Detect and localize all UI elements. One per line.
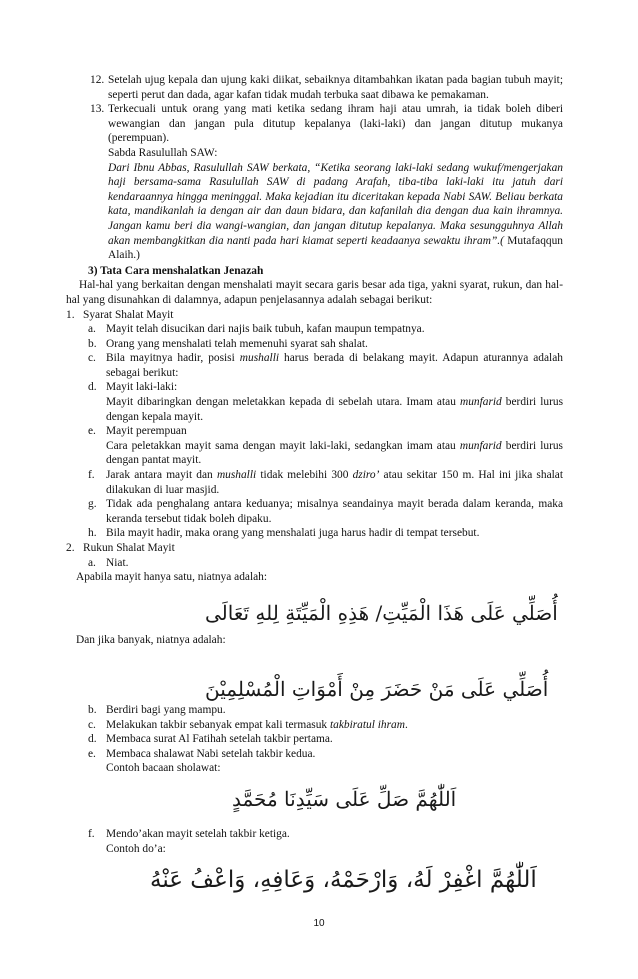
text-part: Cara peletakkan mayit sama dengan mayit laki-laki, sedangkan imam atau xyxy=(106,439,460,452)
list-text: Setelah ujug kepala dan ujung kaki diikat, sebaiknya ditambahkan ikatan pada bagian tubuh mayit; seperti perut dan dada, agar kafan tidak mudah terbuka saat dibawa ke pemakaman. xyxy=(108,74,563,101)
rukun-d xyxy=(88,732,563,747)
list-text: Tidak ada penghalang antara keduanya; misalnya seandainya mayit berada dalam keranda, maka keranda tersebut tidak boleh dipaku. xyxy=(106,498,563,525)
syarat-d xyxy=(88,380,563,424)
list-letter: d. xyxy=(88,733,97,746)
text-part: Melakukan takbir sebanyak empat kali termasuk xyxy=(106,718,330,731)
text-part: . xyxy=(404,718,408,731)
niat-many-arabic: أُصَلِّي عَلَى مَنْ حَضَرَ مِنْ أَمْوَاتِ الْمُسْلِمِيْنَ xyxy=(205,677,549,701)
list-number: 2. xyxy=(66,542,75,554)
syarat-b xyxy=(88,337,563,352)
list-text xyxy=(106,351,563,380)
list-text xyxy=(106,718,563,733)
section-intro: Hal-hal yang berkaitan dengan menshalati mayit secara garis besar ada tiga, yakni syarat, rukun, dan hal-hal yang disunahkan di dalamnya, adapun penjelasannya adalah sebagai berikut: xyxy=(66,279,563,306)
text-part: Jarak antara mayit dan xyxy=(106,469,217,482)
text-part: Mendo’akan mayit setelah takbir ketiga. xyxy=(106,828,290,840)
list-letter: d. xyxy=(88,381,97,394)
doa-arabic: اَللّٰهُمَّ اغْفِرْ لَهُ، وَارْحَمْهُ، وَعَافِهِ، وَاعْفُ عَنْهُ xyxy=(150,867,537,893)
italic-term: takbiratul ihram xyxy=(329,718,405,731)
rukun-f xyxy=(77,827,563,856)
rukun-f-item xyxy=(88,827,563,856)
sholawat-arabic: اَللّٰهُمَّ صَلِّ عَلَى سَيِّدِنَا مُحَمَّدٍ xyxy=(232,787,457,811)
text-part: harus berada di belakang mayit. Adapun aturannya adalah sebagai berikut: xyxy=(106,352,563,379)
italic-term: munfarid xyxy=(459,439,502,452)
list-text: Orang yang menshalati telah memenuhi syarat sah shalat. xyxy=(106,337,368,350)
page-content xyxy=(66,73,564,585)
list-letter: f. xyxy=(88,469,95,482)
list-text xyxy=(106,827,563,856)
list-item-12 xyxy=(90,73,563,102)
item13-text: Terkecuali untuk orang yang mati ketika sedang ihram haji atau umrah, ia tidak boleh diberi wewangian dan jangan pula ditutup kepalanya (laki-laki) dan jangan ditutup mukanya (perempuan). xyxy=(108,103,563,145)
list-letter: c. xyxy=(88,718,96,731)
text-part: Mayit dibaringkan dengan meletakkan kepada di sebelah utara. Imam atau xyxy=(106,396,460,409)
list-text xyxy=(106,468,563,497)
section-heading: 3) Tata Cara menshalatkan Jenazah xyxy=(88,264,264,277)
syarat-a xyxy=(88,322,563,337)
list-text: Membaca surat Al Fatihah setelah takbir pertama. xyxy=(106,733,333,746)
niat-many-label: Dan jika banyak, niatnya adalah: xyxy=(76,634,226,646)
text-part: tidak melebihi 300 xyxy=(256,469,353,482)
list-text: Niat. xyxy=(106,556,129,569)
list-text xyxy=(106,424,563,468)
list-letter: f. xyxy=(88,828,95,840)
rukun-c xyxy=(88,718,563,733)
syarat-heading xyxy=(66,308,563,323)
list-letter: a. xyxy=(88,323,96,336)
hadith-text: Dari Ibnu Abbas, Rasulullah SAW berkata, “Ketika seorang laki-laki sedang wukuf/mengerjakan haji bersama-sama Rasulullah SAW di padang Arafah, tiba-tiba laki-laki itu jatuh dari kendaraannya hingga meninggal. Maka kejadian itu diceritakan kepada Nabi SAW. Beliau berkata kata, mandikanlah ia dengan air dan daun bidara, dan kafanilah dia dengan dua kain ihramnya. Jangan kamu beri dia wangi-wangian, dan jangan ditutup kepalanya. Maka sesungguhnya Allah akan membangkitkan dia nanti pada hari kiamat seperti keadaanya sewaktu ihram”.( xyxy=(108,161,563,247)
syarat-e xyxy=(88,424,563,468)
sub-label: Contoh do’a: xyxy=(106,842,166,855)
syarat-g xyxy=(88,497,563,526)
niat-single-arabic: أُصَلِّي عَلَى هَذَا الْمَيِّتِ/ هَذِهِ الْمَيِّتَةِ لِلهِ تَعَالَى xyxy=(205,601,558,625)
sub-title: Mayit laki-laki: xyxy=(106,381,178,394)
text-part: atau sekitar 150 m. Hal ini jika shalat dilakukan di luar masjid. xyxy=(106,469,564,496)
syarat-f xyxy=(88,468,563,497)
rukun-heading xyxy=(66,541,563,556)
italic-term: munfarid xyxy=(459,396,502,409)
italic-term: mushalli xyxy=(239,352,280,365)
rukun-b xyxy=(88,703,563,718)
text-part: berdiri lurus dengan pantat mayit. xyxy=(106,439,563,467)
italic-term: mushalli xyxy=(216,469,257,482)
page-number: 10 xyxy=(313,918,325,929)
list-letter: h. xyxy=(88,527,97,540)
list-number: 12. xyxy=(90,74,105,86)
text-part: Membaca shalawat Nabi setelah takbir kedua. xyxy=(106,747,316,760)
italic-term: dziro’ xyxy=(352,469,380,482)
list-text: Berdiri bagi yang mampu. xyxy=(106,704,226,716)
list-item-13 xyxy=(90,102,563,263)
text-part: Bila mayitnya hadir, posisi xyxy=(106,352,240,365)
list-letter: b. xyxy=(88,337,97,350)
syarat-c xyxy=(88,351,563,380)
list-text: Mayit telah disucikan dari najis baik tubuh, kafan maupun tempatnya. xyxy=(106,323,425,336)
list-text: Bila mayit hadir, maka orang yang menshalati juga harus hadir di tempat tersebut. xyxy=(106,527,480,540)
list-number: 1. xyxy=(66,308,75,321)
sub-title: Mayit perempuan xyxy=(106,425,187,438)
sub-label: Contoh bacaan sholawat: xyxy=(106,762,221,775)
text-part: berdiri lurus dengan kepala mayit. xyxy=(106,396,564,423)
list-title: Rukun Shalat Mayit xyxy=(83,542,175,554)
syarat-h xyxy=(88,526,563,541)
hadith-source: Mutafaqqun Alaih.) xyxy=(108,234,563,262)
rukun-a xyxy=(88,556,563,571)
niat-single-label: Apabila mayit hanya satu, niatnya adalah: xyxy=(76,571,268,584)
list-text xyxy=(106,747,563,776)
list-letter: e. xyxy=(88,425,96,438)
rukun-e xyxy=(88,747,563,776)
list-letter: c. xyxy=(88,352,96,365)
rukun-b-to-e xyxy=(77,703,563,776)
list-letter: g. xyxy=(88,498,97,511)
list-letter: e. xyxy=(88,747,96,760)
list-letter: a. xyxy=(88,556,96,569)
list-text xyxy=(108,102,563,263)
sabda-label: Sabda Rasulullah SAW: xyxy=(108,146,218,159)
list-title: Syarat Shalat Mayit xyxy=(83,308,174,321)
list-number: 13. xyxy=(90,103,105,116)
list-letter: b. xyxy=(88,704,97,716)
list-text xyxy=(106,380,563,424)
